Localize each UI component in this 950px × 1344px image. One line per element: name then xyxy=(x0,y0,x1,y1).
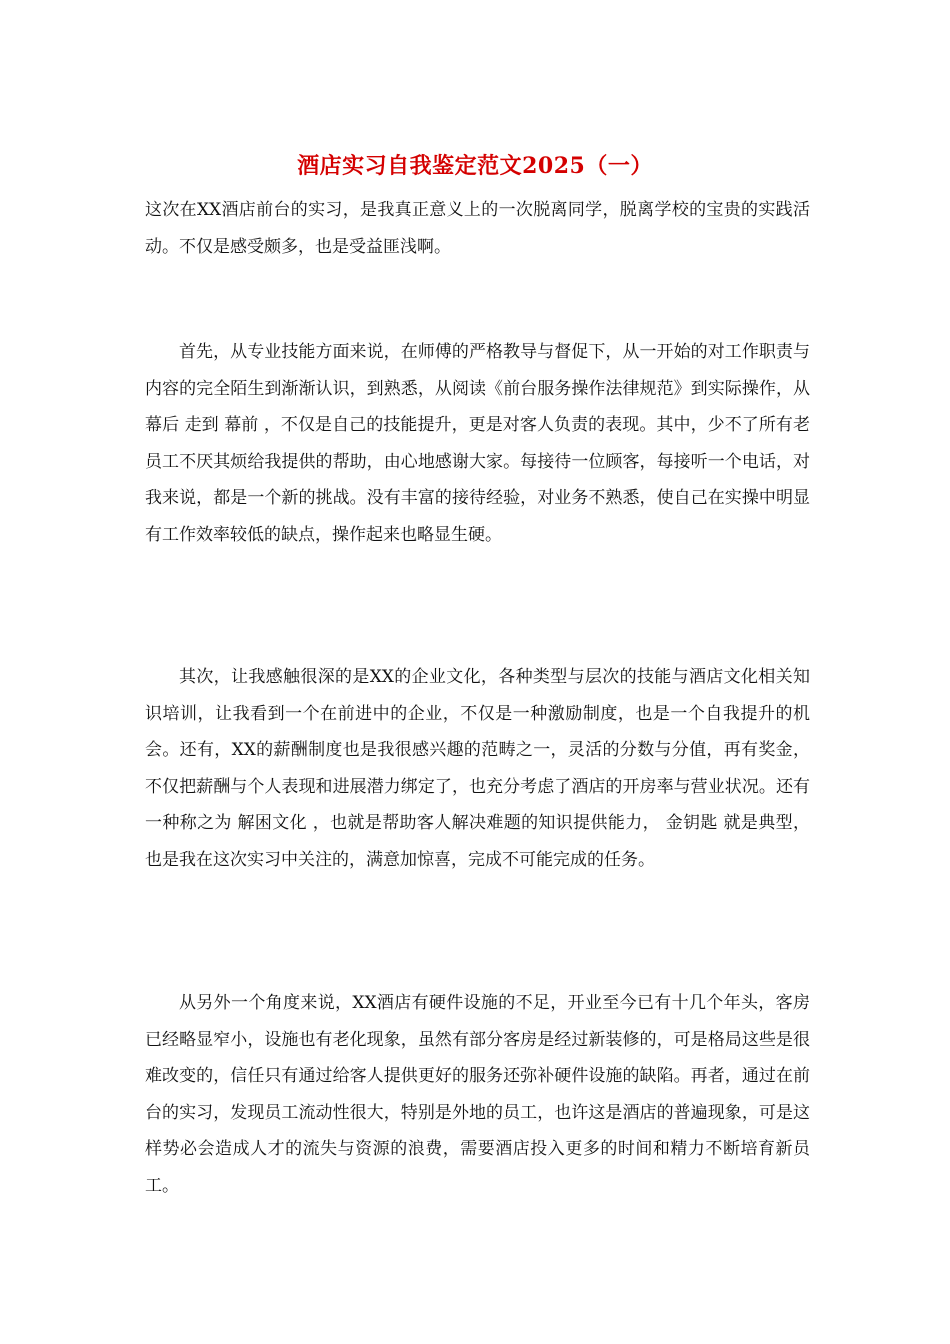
paragraph-shortcomings: 从另外一个角度来说，XX酒店有硬件设施的不足，开业至今已有十几个年头，客房已经略显窄小，设施也有老化现象，虽然有部分客房是经过新装修的，可是格局这些是很难改变的，信任只有通过给客人提供更好的服务还弥补硬件设施的缺陷。再者，通过在前台的实习，发现员工流动性很大，特别是外地的员工，也许这是酒店的普遍现象，可是这样势必会造成人才的流失与资源的浪费，需要酒店投入更多的时间和精力不断培育新员工。 xyxy=(145,993,810,1196)
paragraph-corporate-culture: 其次，让我感触很深的是XX的企业文化，各种类型与层次的技能与酒店文化相关知识培训，让我看到一个在前进中的企业，不仅是一种激励制度，也是一个自我提升的机会。还有，XX的薪酬制度也是我很感兴趣的范畴之一，灵活的分数与分值，再有奖金，不仅把薪酬与个人表现和进展潜力绑定了，也充分考虑了酒店的开房率与营业状况。还有一种称之为 解困文化 ，也就是帮助客人解决难题的知识提供能力， 金钥匙 就是典型，也是我在这次实习中关注的，满意加惊喜，完成不可能完成的任务。 xyxy=(145,667,810,870)
paragraph-intro: 这次在XX酒店前台的实习，是我真正意义上的一次脱离同学，脱离学校的宝贵的实践活动。不仅是感受颇多，也是受益匪浅啊。 xyxy=(145,200,810,257)
paragraph-professional-skills: 首先，从专业技能方面来说，在师傅的严格教导与督促下，从一开始的对工作职责与内容的完全陌生到渐渐认识，到熟悉，从阅读《前台服务操作法律规范》到实际操作，从 幕后 走到 幕前 ，不仅是自己的技能提升，更是对客人负责的表现。其中，少不了所有老员工不厌其烦给我提供的帮助，由心地感谢大家。每接待一位顾客，每接听一个电话，对我来说，都是一个新的挑战。没有丰富的接待经验，对业务不熟悉，使自己在实操中明显有工作效率较低的缺点，操作起来也略显生硬。 xyxy=(145,342,810,545)
document-title: 酒店实习自我鉴定范文2025（一） xyxy=(297,153,653,179)
